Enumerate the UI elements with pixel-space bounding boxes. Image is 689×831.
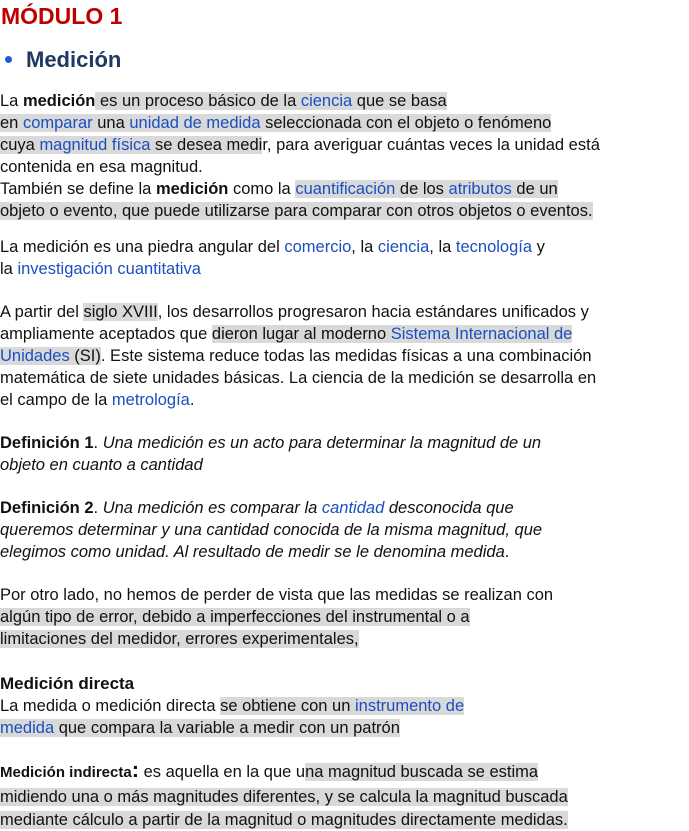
indirecta-line3: mediante cálculo a partir de la magnitud o magnitudes directamente medidas.	[0, 811, 568, 829]
p3-line5: el campo de la metrología.	[0, 391, 195, 409]
p1-line5: También se define la medición como la cuantificación de los atributos de un	[0, 180, 558, 198]
link-sistema-internacional[interactable]: Sistema Internacional de	[390, 325, 573, 343]
link-unidades[interactable]: Unidades	[0, 347, 70, 365]
p3-line4: matemática de siete unidades básicas. La ciencia de la medición se desarrolla en	[0, 369, 597, 387]
link-investigacion-cuantitativa[interactable]: investigación cuantitativa	[17, 260, 201, 278]
def1-line1: Definición 1. Una medición es un acto para determinar la magnitud de un	[0, 434, 542, 452]
link-unidad-de-medida[interactable]: unidad de medida	[129, 114, 261, 132]
link-metrologia[interactable]: metrología	[111, 391, 190, 409]
link-instrumento-de-medida[interactable]: instrumento de	[354, 697, 465, 715]
indirecta-line2: midiendo una o más magnitudes diferentes, y se calcula la magnitud buscada	[0, 788, 568, 806]
link-comparar[interactable]: comparar	[22, 114, 93, 132]
p1-line4: contenida en esa magnitud.	[0, 158, 203, 176]
def2-line3: elegimos como unidad. Al resultado de medir se le denomina medida.	[0, 543, 510, 561]
p1-line1: La medición es un proceso básico de la ciencia que se basa	[0, 92, 447, 110]
link-medida[interactable]: medida	[0, 719, 55, 737]
link-cuantificacion[interactable]: cuantificación	[295, 180, 396, 198]
p4-line3: limitaciones del medidor, errores experimentales,	[0, 630, 359, 648]
p1-line2: en comparar una unidad de medida seleccionada con el objeto o fenómeno	[0, 114, 552, 132]
p2-line2: la investigación cuantitativa	[0, 260, 201, 278]
module-title: MÓDULO 1	[1, 3, 123, 29]
p3-line3: Unidades (SI). Este sistema reduce todas las medidas físicas a una combinación	[0, 347, 592, 365]
def1-line2: objeto en cuanto a cantidad	[0, 456, 203, 474]
directa-line2: medida que compara la variable a medir con un patrón	[0, 719, 400, 737]
link-atributos[interactable]: atributos	[448, 180, 512, 198]
directa-heading: Medición directa	[0, 674, 135, 693]
p1-line3: cuya magnitud física se desea medir, para averiguar cuántas veces la unidad está	[0, 136, 600, 154]
link-ciencia[interactable]: ciencia	[300, 92, 353, 110]
p4-line2: algún tipo de error, debido a imperfecciones del instrumental o a	[0, 608, 470, 626]
link-magnitud-fisica[interactable]: magnitud física	[39, 136, 151, 154]
def2-line1: Definición 2. Una medición es comparar la cantidad desconocida que	[0, 499, 514, 517]
link-ciencia-2[interactable]: ciencia	[377, 238, 430, 256]
section-heading	[0, 44, 121, 76]
p1-line6: objeto o evento, que puede utilizarse para comparar con otros objetos o eventos.	[0, 202, 593, 220]
link-cantidad[interactable]: cantidad	[321, 499, 385, 517]
p3-line2: ampliamente aceptados que dieron lugar al moderno Sistema Internacional de	[0, 325, 573, 343]
p4-line1: Por otro lado, no hemos de perder de vista que las medidas se realizan con	[0, 586, 554, 604]
def2-line2: queremos determinar y una cantidad conocida de la misma magnitud, que	[0, 521, 543, 539]
p3-line1: A partir del siglo XVIII, los desarrollos progresaron hacia estándares unificados y	[0, 303, 589, 321]
link-tecnologia[interactable]: tecnología	[455, 238, 533, 256]
section-heading-text: Medición	[26, 47, 122, 72]
link-comercio[interactable]: comercio	[284, 238, 352, 256]
p2-line1: La medición es una piedra angular del comercio, la ciencia, la tecnología y	[0, 238, 545, 256]
bullet-icon	[5, 56, 12, 63]
directa-line1: La medida o medición directa se obtiene con un instrumento de	[0, 697, 465, 715]
indirecta-line1: Medición indirecta: es aquella en la que una magnitud buscada se estima	[0, 757, 539, 782]
indirecta-heading: Medición indirecta	[0, 764, 132, 781]
